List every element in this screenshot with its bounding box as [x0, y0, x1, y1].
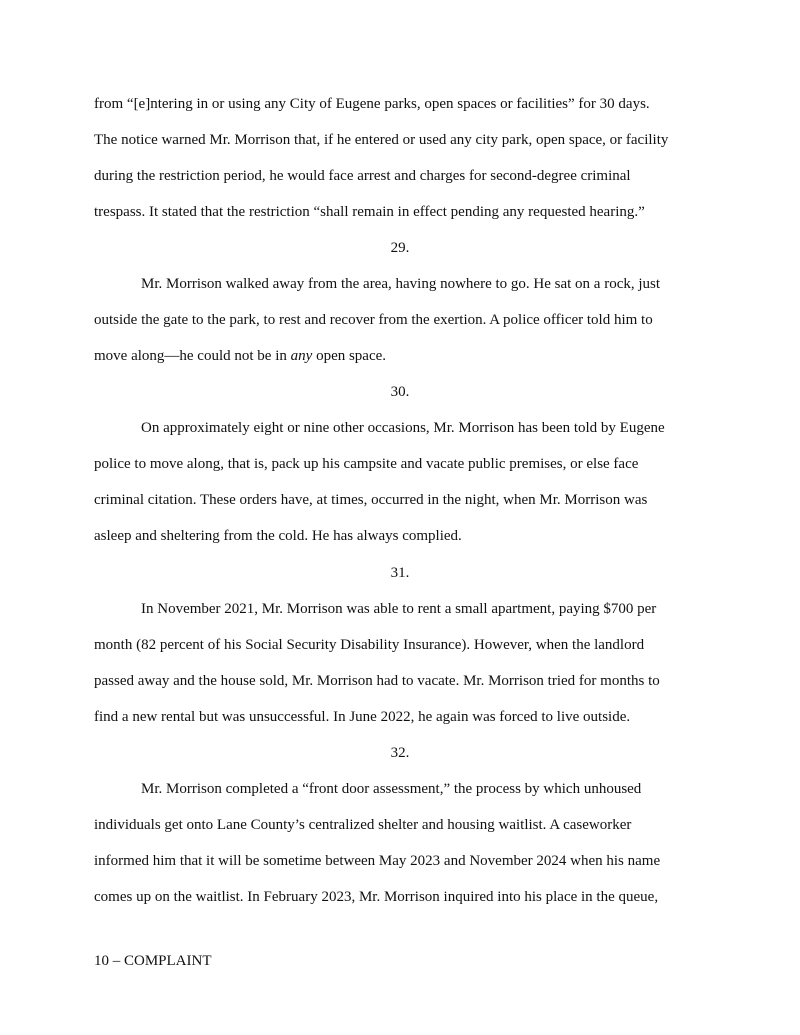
paragraph-line: police to move along, that is, pack up his campsite and vacate public premises, or else face	[94, 456, 639, 472]
paragraph-line: informed him that it will be sometime between May 2023 and November 2024 when his name	[94, 853, 661, 869]
paragraph-line: asleep and sheltering from the cold. He has always complied.	[94, 528, 462, 544]
emphasized-word: any	[290, 348, 313, 364]
paragraph-line	[94, 347, 386, 365]
paragraph-number-31: 31.	[390, 565, 410, 581]
paragraph-line: comes up on the waitlist. In February 2023, Mr. Morrison inquired into his place in the queue,	[94, 889, 659, 905]
paragraph-line: On approximately eight or nine other occasions, Mr. Morrison has been told by Eugene	[141, 420, 665, 436]
paragraph-line: The notice warned Mr. Morrison that, if he entered or used any city park, open space, or facility	[94, 132, 669, 148]
paragraph-line: trespass. It stated that the restriction “shall remain in effect pending any requested hearing.”	[94, 204, 645, 220]
paragraph-line: during the restriction period, he would face arrest and charges for second-degree criminal	[94, 168, 631, 184]
paragraph-line: individuals get onto Lane County’s centralized shelter and housing waitlist. A caseworker	[94, 817, 632, 833]
paragraph-line: month (82 percent of his Social Security Disability Insurance). However, when the landlord	[94, 637, 645, 653]
paragraph-line: from “[e]ntering in or using any City of Eugene parks, open spaces or facilities” for 30 days.	[94, 96, 650, 112]
paragraph-line: Mr. Morrison walked away from the area, having nowhere to go. He sat on a rock, just	[141, 276, 661, 292]
page-footer: 10 – COMPLAINT	[94, 953, 212, 969]
paragraph-line: criminal citation. These orders have, at times, occurred in the night, when Mr. Morrison was	[94, 492, 648, 508]
paragraph-number-32: 32.	[390, 745, 410, 761]
paragraph-line: outside the gate to the park, to rest and recover from the exertion. A police officer told him to	[94, 312, 653, 328]
text-segment: open space.	[312, 348, 387, 364]
paragraph-number-30: 30.	[390, 384, 410, 400]
text-segment: move along—he could not be in	[94, 348, 291, 364]
paragraph-line: find a new rental but was unsuccessful. In June 2022, he again was forced to live outside.	[94, 709, 631, 725]
paragraph-line: passed away and the house sold, Mr. Morrison had to vacate. Mr. Morrison tried for months to	[94, 673, 660, 689]
paragraph-line: In November 2021, Mr. Morrison was able to rent a small apartment, paying $700 per	[141, 601, 657, 617]
paragraph-line: Mr. Morrison completed a “front door assessment,” the process by which unhoused	[141, 781, 642, 797]
paragraph-number-29: 29.	[390, 240, 410, 256]
